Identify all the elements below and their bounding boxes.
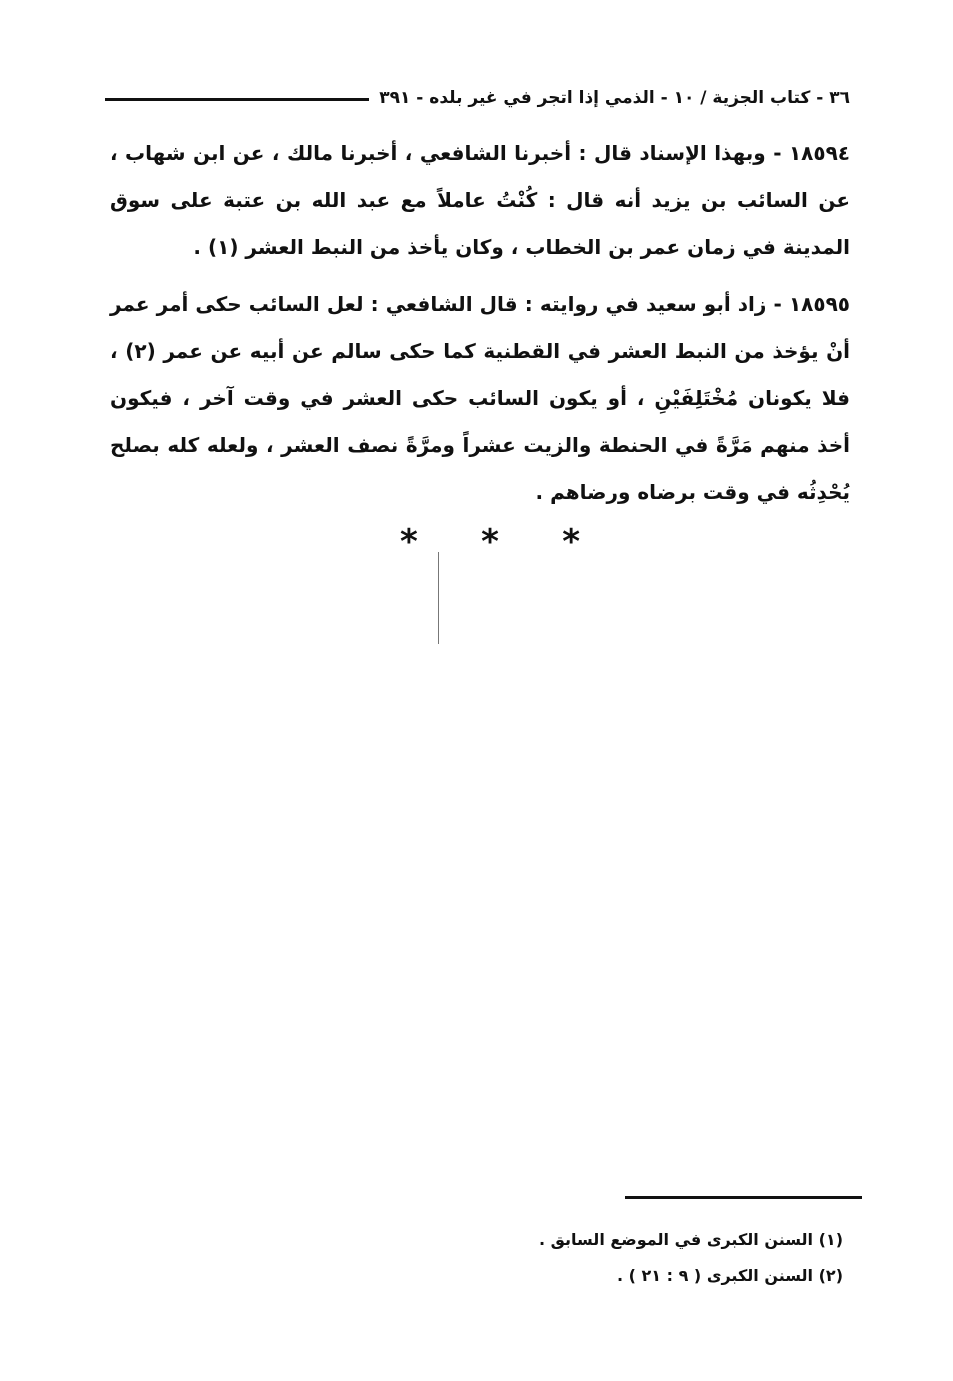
asterisk: * (400, 522, 418, 562)
scan-artifact-line (438, 552, 439, 644)
footnote-rule (625, 1196, 862, 1199)
running-header (105, 82, 850, 114)
paragraph-18595: ١٨٥٩٥ - زاد أبو سعيد في روايته : قال الشافعي : لعل السائب حكى أمر عمر أنْ يؤخذ من النبط العشر في القطنية كما حكى سالم عن أبيه عن عمر (٢) ، فلا يكونان مُخْتَلِفَيْنِ ، أو يكون السائب حكى العشر في وقت آخر ، فيكون أخذ منهم مَرَّةً في الحنطة والزيت عشراً ومرَّةً نصف العشر ، ولعله كله بصلح يُحْدِثُه في وقت برضاه ورضاهم . (110, 292, 850, 504)
asterisk: * (481, 522, 499, 562)
paragraph-18594: ١٨٥٩٤ - وبهذا الإسناد قال : أخبرنا الشافعي ، أخبرنا مالك ، عن ابن شهاب ، عن السائب بن يزيد أنه قال : كُنْتُ عاملاً مع عبد الله بن عتبة على سوق المدينة في زمان عمر بن الخطاب ، وكان يأخذ من النبط العشر (١) . (110, 141, 850, 259)
section-separator (400, 522, 580, 562)
footnotes (243, 1222, 843, 1294)
main-text (110, 130, 850, 516)
header-rule (105, 98, 369, 101)
asterisk: * (562, 522, 580, 562)
footnote-1: (١) السنن الكبرى في الموضع السابق . (538, 1230, 843, 1249)
running-title: ٣٦ - كتاب الجزية / ١٠ - الذمي إذا اتجر في غير بلده - ٣٩١ (379, 88, 850, 108)
footnote-2: (٢) السنن الكبرى ( ٩ : ٢١ ) . (616, 1266, 843, 1285)
